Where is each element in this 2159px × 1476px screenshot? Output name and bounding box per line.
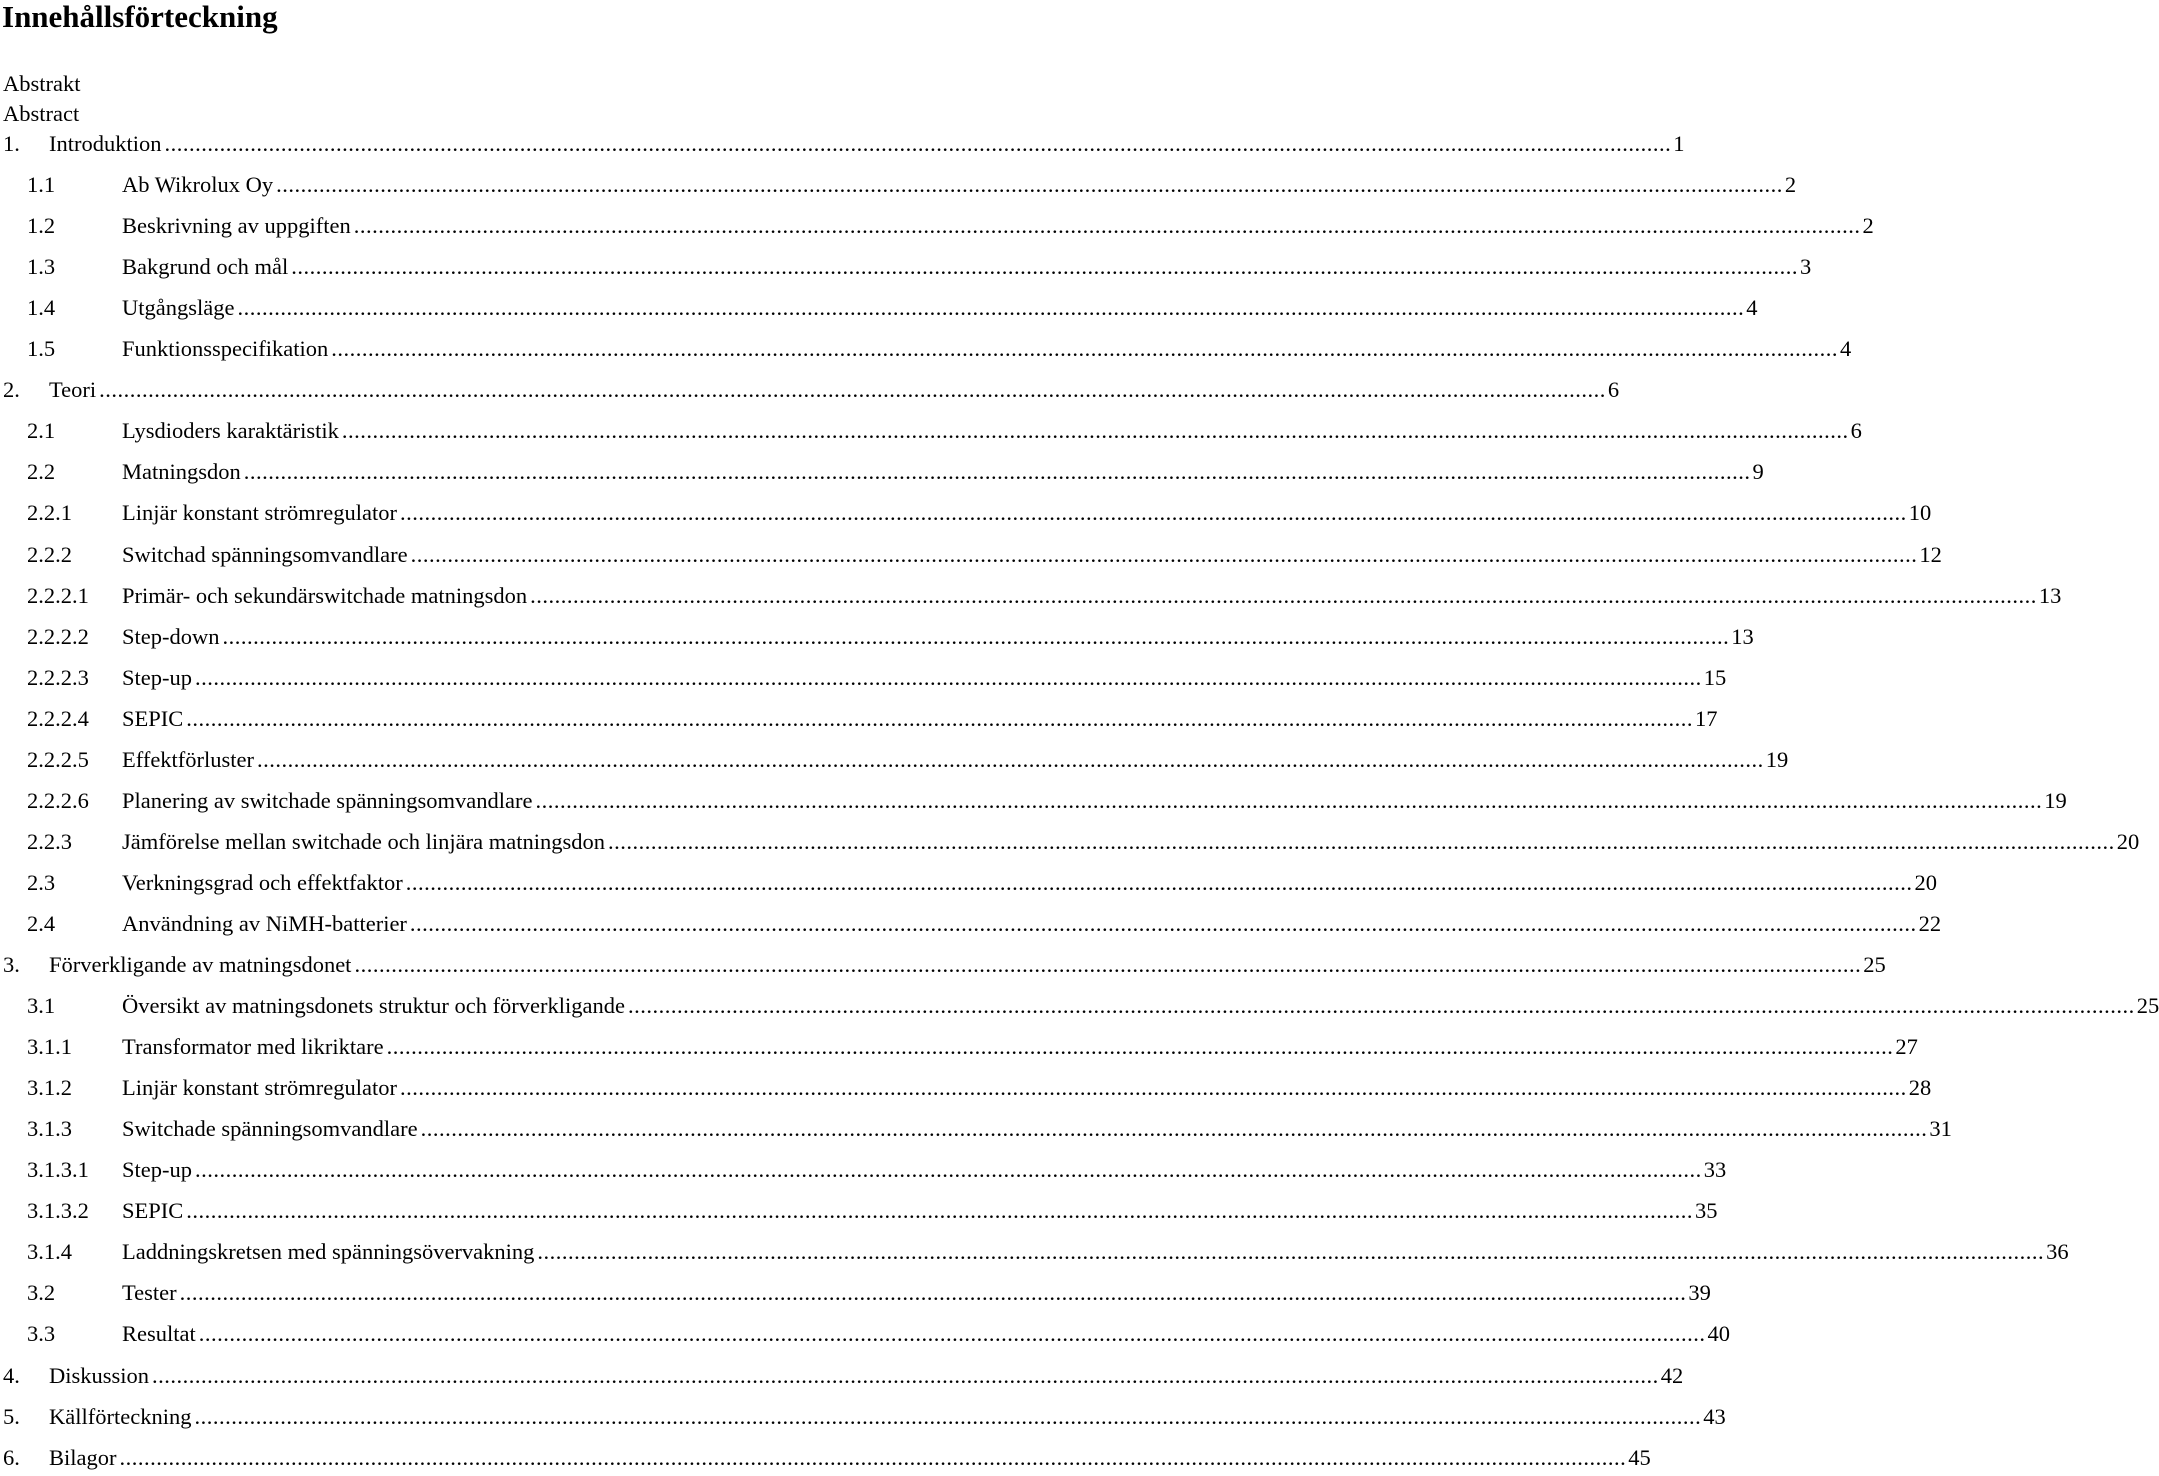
toc-entry-label: Step-up [122,665,192,690]
toc-entry-number: 2.2.2 [27,542,72,567]
toc-entry-number: 2.2.2.4 [27,706,89,731]
toc-entry-number: 3.1 [27,993,56,1018]
toc-entry-body [122,1280,1711,1306]
toc-entry-number: 2.2.2.1 [27,583,89,608]
dot-leader: ...................................................................................................................................................................................................................................................... [99,377,1606,402]
toc-entry-body [122,1116,1952,1142]
toc-entry-number: 1.3 [27,254,56,279]
toc-entry-page-number: 2 [1784,172,1797,197]
toc-entry-body [49,1404,1726,1430]
toc-entry[interactable] [0,624,1754,650]
toc-entry-number: 3.1.3.2 [27,1198,89,1223]
toc-entry-page-number: 13 [2038,583,2062,608]
toc-entry-number: 2.2.2.2 [27,624,89,649]
toc-entry-page-number: 20 [2116,829,2140,854]
toc-entry-body [122,172,1797,198]
toc-entry-label: Jämförelse mellan switchade och linjära matningsdon [122,829,605,854]
toc-entry-page-number: 10 [1908,500,1932,525]
toc-entry-number: 1.5 [27,336,56,361]
toc-entry[interactable] [0,1075,1932,1101]
toc-entry-body [49,131,1685,157]
toc-entry-number: 2.2.1 [27,500,72,525]
toc-entry[interactable] [0,500,1932,526]
toc-entry[interactable] [0,911,1942,937]
toc-entry-label: Funktionsspecifikation [122,336,329,361]
dot-leader: ...................................................................................................................................................................................................................................................... [530,583,2037,608]
toc-entry-number: 6. [3,1445,20,1470]
toc-entry-label: Laddningskretsen med spänningsövervakning [122,1239,535,1264]
toc-entry-number: 3. [3,952,20,977]
toc-entry-label: Effektförluster [122,747,255,772]
toc-entry-number: 2. [3,377,20,402]
toc-entry-body [49,377,1620,403]
dot-leader: ...................................................................................................................................................................................................................................................... [409,911,1917,936]
dot-leader: ...................................................................................................................................................................................................................................................... [186,706,1694,731]
dot-leader: ...................................................................................................................................................................................................................................................... [535,788,2043,813]
toc-entry-body [122,336,1852,362]
dot-leader: ...................................................................................................................................................................................................................................................... [399,1075,1907,1100]
dot-leader: ...................................................................................................................................................................................................................................................... [237,295,1745,320]
toc-entry[interactable] [0,706,1718,732]
toc-entry[interactable] [0,1363,1684,1389]
dot-leader: ...................................................................................................................................................................................................................................................... [405,870,1913,895]
toc-entry-label: Step-down [122,624,220,649]
toc-entry[interactable] [0,665,1727,691]
toc-entry-body [122,1075,1932,1101]
toc-entry[interactable] [0,377,1620,403]
toc-entry-number: 3.1.1 [27,1034,72,1059]
toc-entry[interactable] [0,788,2067,814]
dot-leader: ...................................................................................................................................................................................................................................................... [152,1363,1659,1388]
toc-entry[interactable] [0,418,1862,444]
toc-entry-label: Översikt av matningsdonets struktur och förverkligande [122,993,626,1018]
dot-leader: ...................................................................................................................................................................................................................................................... [195,1157,1702,1182]
toc-entry-body [49,1445,1651,1471]
toc-entry-page-number: 17 [1695,706,1718,731]
toc-entry-label: Beskrivning av uppgiften [122,213,351,238]
toc-entry-number: 1.2 [27,213,56,238]
toc-entry[interactable] [0,1198,1718,1224]
dot-leader: ...................................................................................................................................................................................................................................................... [399,500,1907,525]
toc-entry-label: Introduktion [49,131,162,156]
toc-entry[interactable] [0,131,1685,157]
toc-entry-page-number: 40 [1707,1321,1730,1346]
toc-entry-page-number: 9 [1752,459,1764,484]
dot-leader: ...................................................................................................................................................................................................................................................... [222,624,1730,649]
front-matter-abstrakt: Abstrakt [3,71,81,96]
toc-entry-number: 2.2.2.6 [27,788,89,813]
toc-entry-body [122,911,1942,937]
toc-entry-label: Ab Wikrolux Oy [122,172,274,197]
toc-entry-page-number: 43 [1703,1404,1726,1429]
toc-entry-label: Användning av NiMH-batterier [122,911,407,936]
toc-entry-label: SEPIC [122,706,184,731]
toc-entry-body [122,583,2062,609]
dot-leader: ...................................................................................................................................................................................................................................................... [386,1034,1894,1059]
toc-entry-page-number: 19 [1765,747,1789,772]
toc-entry-body [122,418,1862,444]
toc-entry-body [122,829,2140,855]
toc-entry-page-number: 39 [1688,1280,1711,1305]
toc-entry-page-number: 6 [1607,377,1620,402]
toc-entry[interactable] [0,1404,1726,1430]
toc-entry-body [122,993,2159,1019]
toc-entry-number: 5. [3,1404,20,1429]
toc-entry-body [122,747,1789,773]
toc-entry-body [49,952,1886,978]
toc-entry-label: Switchade spänningsomvandlare [122,1116,418,1141]
toc-entry-number: 1.4 [27,295,56,320]
toc-entry-body [122,1239,2069,1265]
dot-leader: ...................................................................................................................................................................................................................................................... [164,131,1672,156]
toc-entry-body [122,254,1812,280]
dot-leader: ...................................................................................................................................................................................................................................................... [410,542,1918,567]
page-title: Innehållsförteckning [2,0,278,34]
toc-entry-body [122,542,1942,568]
dot-leader: ...................................................................................................................................................................................................................................................... [119,1445,1627,1470]
toc-entry-label: Verkningsgrad och effektfaktor [122,870,403,895]
toc-entry[interactable] [0,254,1812,280]
dot-leader: ...................................................................................................................................................................................................................................................... [179,1280,1687,1305]
dot-leader: ...................................................................................................................................................................................................................................................... [243,459,1751,484]
dot-leader: ...................................................................................................................................................................................................................................................... [276,172,1783,197]
toc-entry-label: Förverkligande av matningsdonet [49,952,352,977]
toc-entry[interactable] [0,1116,1952,1142]
toc-entry[interactable] [0,542,1942,568]
toc-entry-number: 3.3 [27,1321,56,1346]
toc-entry-body [122,624,1754,650]
dot-leader: ...................................................................................................................................................................................................................................................... [291,254,1798,279]
dot-leader: ...................................................................................................................................................................................................................................................... [607,829,2115,854]
toc-entry-page-number: 45 [1628,1445,1651,1470]
toc-entry[interactable] [0,993,2159,1019]
toc-entry-page-number: 4 [1840,336,1852,361]
toc-entry-number: 3.1.3 [27,1116,72,1141]
toc-entry-number: 2.2.2.3 [27,665,89,690]
toc-entry[interactable] [0,1034,1918,1060]
dot-leader: ...................................................................................................................................................................................................................................................... [353,213,1861,238]
toc-entry-label: Lysdioders karaktäristik [122,418,339,443]
toc-entry-page-number: 25 [2136,993,2159,1018]
toc-entry-page-number: 12 [1919,542,1942,567]
toc-entry-label: Matningsdon [122,459,241,484]
toc-entry-label: Linjär konstant strömregulator [122,500,397,525]
toc-entry-page-number: 42 [1660,1363,1684,1388]
toc-entry-page-number: 3 [1799,254,1812,279]
toc-entry-label: Tester [122,1280,177,1305]
toc-entry[interactable] [0,459,1764,485]
toc-entry-body [122,213,1874,239]
toc-entry-label: Primär- och sekundärswitchade matningsdon [122,583,528,608]
toc-entry-page-number: 13 [1731,624,1754,649]
dot-leader: ...................................................................................................................................................................................................................................................... [198,1321,1706,1346]
toc-entry-page-number: 33 [1703,1157,1727,1182]
dot-leader: ...................................................................................................................................................................................................................................................... [331,336,1838,361]
toc-entry[interactable] [0,870,1937,896]
toc-entry-page-number: 25 [1863,952,1886,977]
toc-entry[interactable] [0,829,2140,855]
toc-entry-body [122,1157,1727,1183]
toc-entry[interactable] [0,1321,1730,1347]
toc-entry-body [122,788,2067,814]
toc-entry-page-number: 27 [1895,1034,1918,1059]
toc-entry-label: Linjär konstant strömregulator [122,1075,397,1100]
toc-entry-body [122,295,1758,321]
toc-entry-label: Bilagor [49,1445,117,1470]
toc-entry-number: 2.1 [27,418,56,443]
toc-entry[interactable] [0,1445,1651,1471]
toc-entry[interactable] [0,1239,2069,1265]
toc-entry-page-number: 19 [2044,788,2067,813]
toc-entry-body [122,665,1727,691]
toc-entry-body [122,1034,1918,1060]
dot-leader: ...................................................................................................................................................................................................................................................... [194,1404,1702,1429]
toc-entry-number: 2.2 [27,459,56,484]
dot-leader: ...................................................................................................................................................................................................................................................... [537,1239,2045,1264]
toc-entry-number: 2.4 [27,911,56,936]
toc-entry-page-number: 4 [1746,295,1758,320]
toc-entry[interactable] [0,1280,1711,1306]
toc-entry-number: 2.2.2.5 [27,747,89,772]
toc-entry-body [122,500,1932,526]
toc-entry-label: Bakgrund och mål [122,254,289,279]
toc-entry-page-number: 1 [1673,131,1685,156]
toc-entry-page-number: 22 [1918,911,1942,936]
toc-entry[interactable] [0,336,1852,362]
front-matter-abstract: Abstract [3,101,80,126]
toc-entry-label: Utgångsläge [122,295,235,320]
toc-entry-number: 2.3 [27,870,56,895]
toc-entry-label: SEPIC [122,1198,184,1223]
toc-entry[interactable] [0,1157,1727,1183]
toc-entry-body [122,459,1764,485]
toc-entry-body [122,706,1718,732]
toc-entry-page-number: 31 [1929,1116,1952,1141]
toc-entry[interactable] [0,295,1758,321]
toc-entry[interactable] [0,583,2062,609]
toc-entry-number: 4. [3,1363,20,1388]
toc-entry-number: 3.1.2 [27,1075,72,1100]
toc-entry-page-number: 2 [1862,213,1874,238]
toc-entry-label: Teori [49,377,97,402]
toc-entry[interactable] [0,747,1789,773]
toc-entry-label: Resultat [122,1321,196,1346]
toc-entry-page-number: 20 [1914,870,1937,895]
toc-entry-page-number: 6 [1850,418,1862,443]
toc-entry-body [122,1321,1730,1347]
toc-entry-body [49,1363,1684,1389]
toc-entry-number: 3.1.4 [27,1239,72,1264]
dot-leader: ...................................................................................................................................................................................................................................................... [354,952,1862,977]
toc-entry-label: Källförteckning [49,1404,192,1429]
toc-entry-label: Planering av switchade spänningsomvandlare [122,788,533,813]
toc-entry-number: 3.1.3.1 [27,1157,89,1182]
toc-entry-page-number: 35 [1695,1198,1718,1223]
toc-entry-label: Diskussion [49,1363,150,1388]
toc-entry-number: 3.2 [27,1280,56,1305]
toc-entry[interactable] [0,952,1886,978]
toc-entry-label: Step-up [122,1157,192,1182]
toc-entry-page-number: 28 [1908,1075,1932,1100]
toc-entry-body [122,870,1937,896]
toc-entry-number: 2.2.3 [27,829,72,854]
toc-entry-number: 1. [3,131,20,156]
toc-entry-body [122,1198,1718,1224]
toc-entry[interactable] [0,213,1874,239]
toc-entry-number: 1.1 [27,172,56,197]
dot-leader: ...................................................................................................................................................................................................................................................... [341,418,1849,443]
toc-entry-label: Transformator med likriktare [122,1034,384,1059]
dot-leader: ...................................................................................................................................................................................................................................................... [195,665,1702,690]
dot-leader: ...................................................................................................................................................................................................................................................... [257,747,1764,772]
dot-leader: ...................................................................................................................................................................................................................................................... [420,1116,1928,1141]
toc-entry[interactable] [0,172,1797,198]
toc-entry-label: Switchad spänningsomvandlare [122,542,408,567]
dot-leader: ...................................................................................................................................................................................................................................................... [628,993,2135,1018]
toc-entry-page-number: 36 [2046,1239,2069,1264]
toc-entry-page-number: 15 [1703,665,1727,690]
dot-leader: ...................................................................................................................................................................................................................................................... [186,1198,1694,1223]
